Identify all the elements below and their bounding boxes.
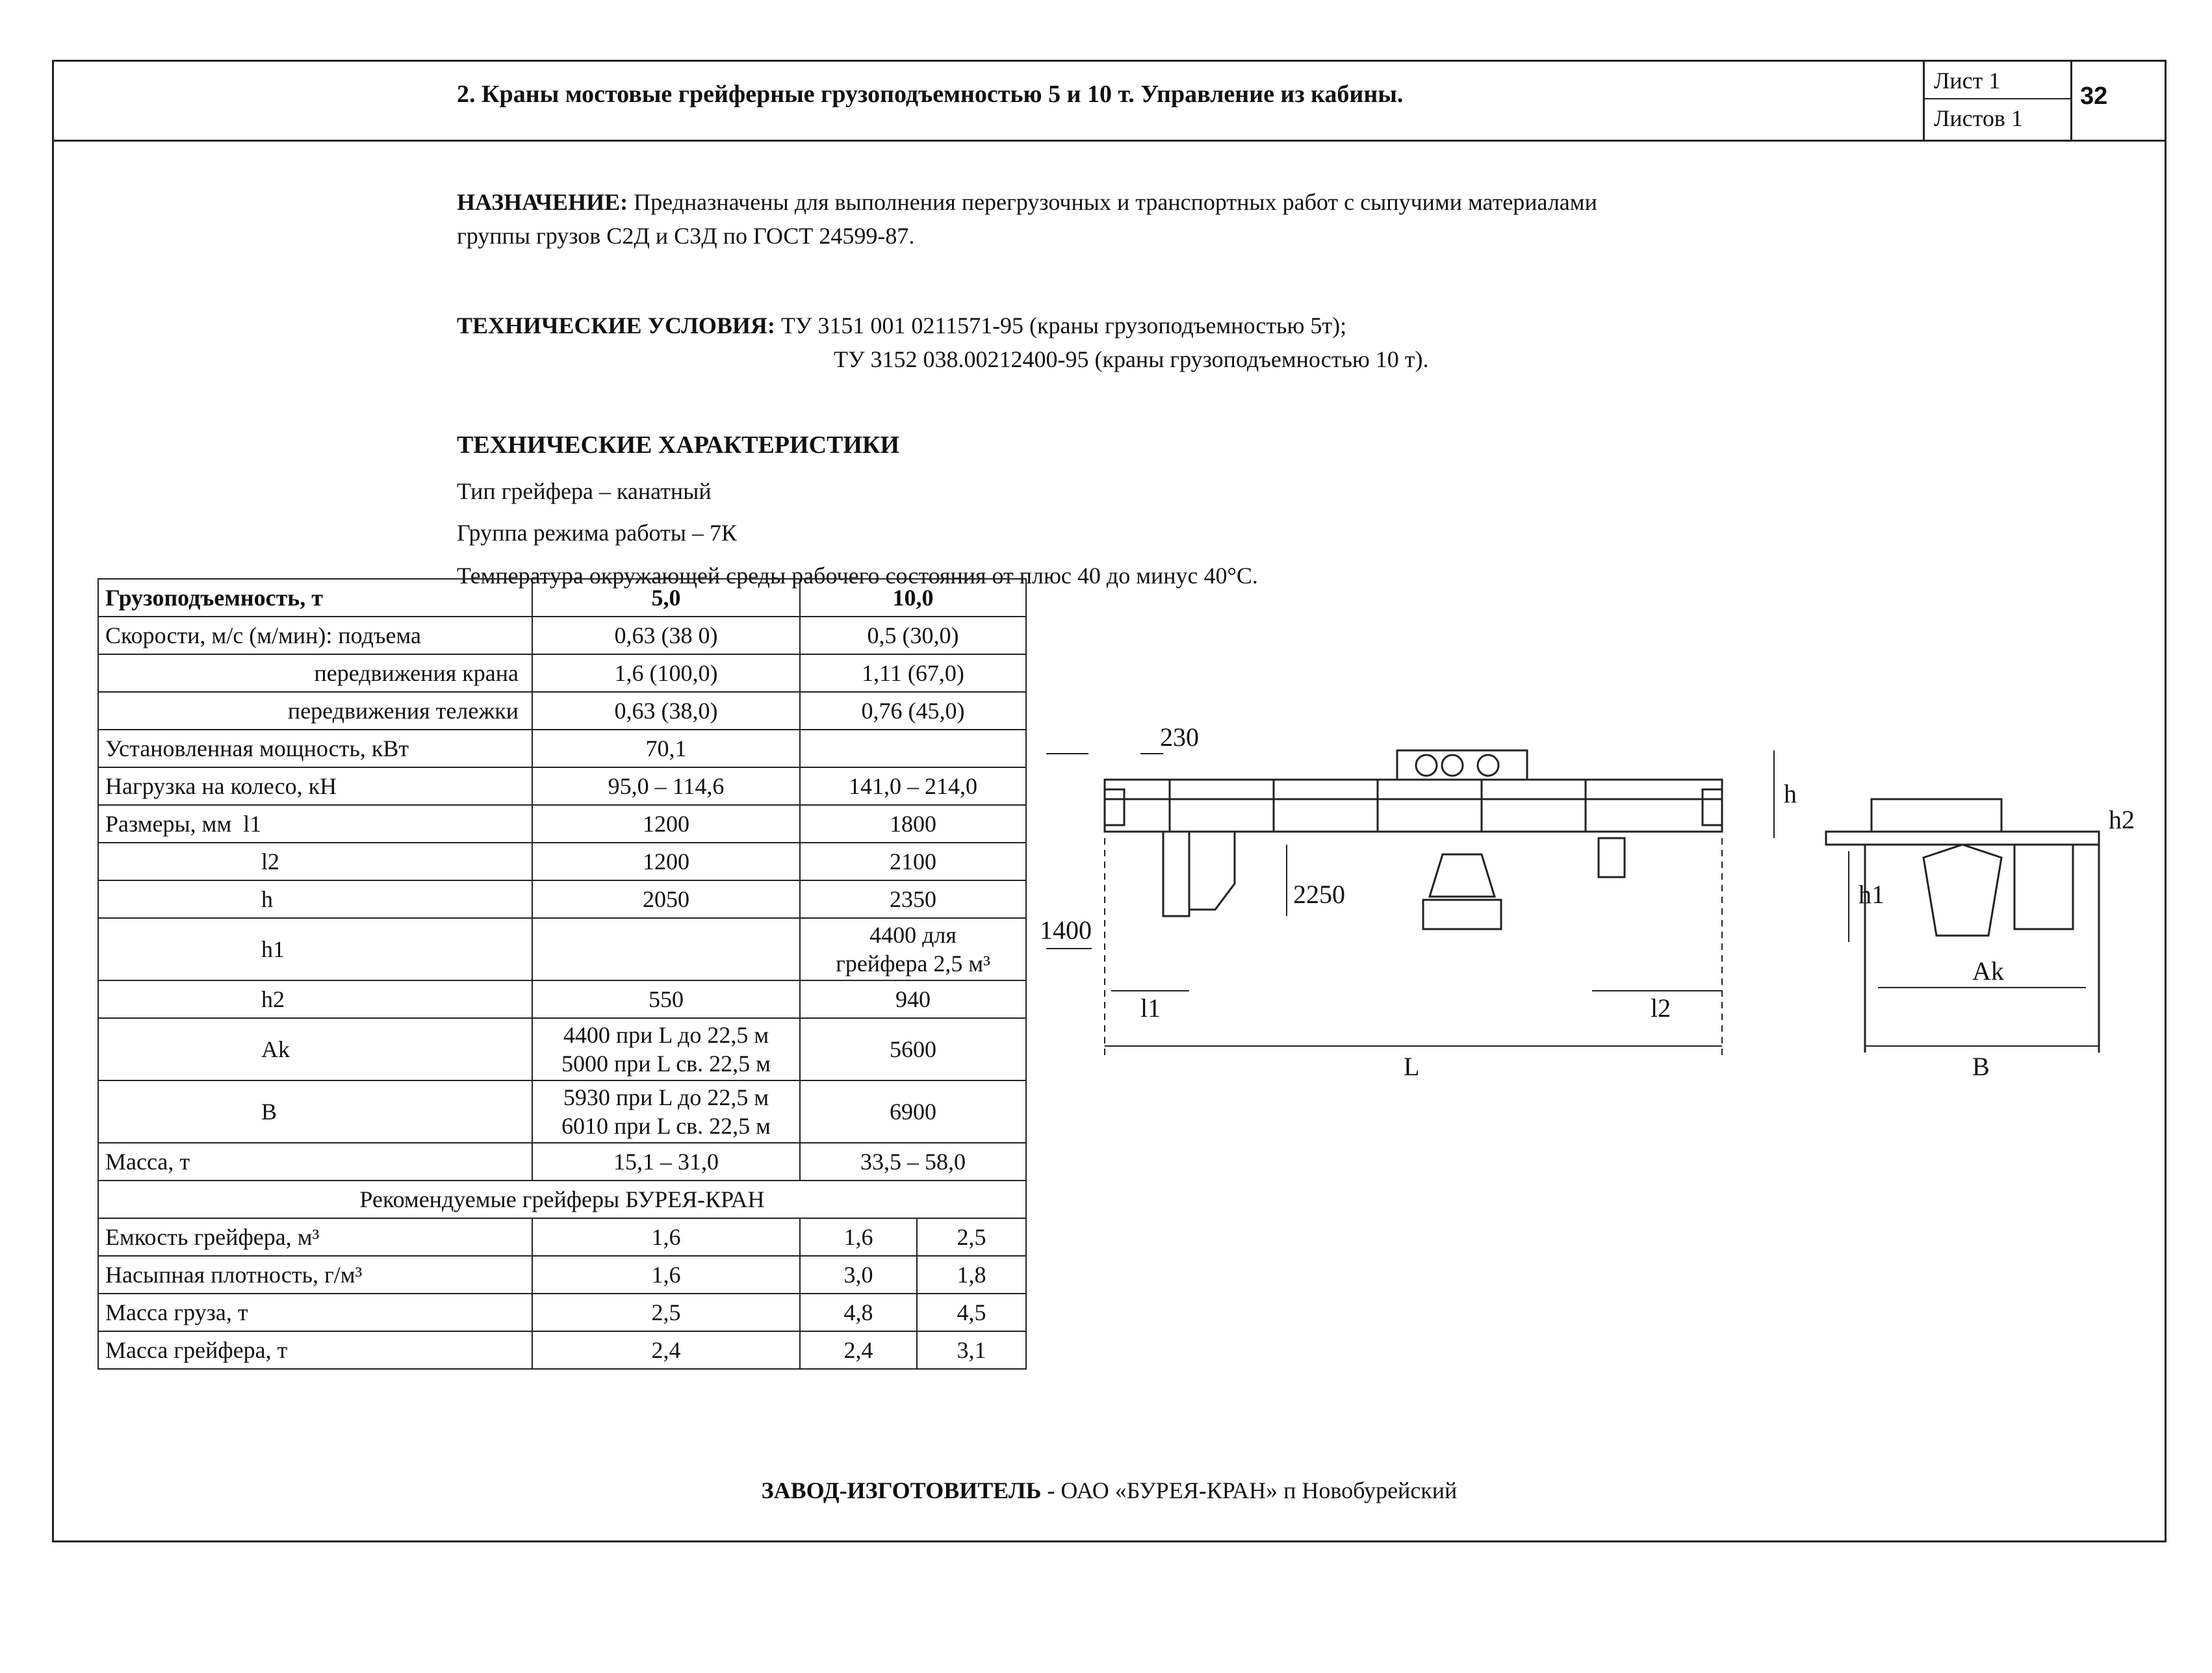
table-cell: 2050	[532, 880, 800, 918]
table-row	[98, 1080, 1026, 1143]
row-label: Масса, т	[98, 1143, 532, 1181]
cell-line: 6010 при L св. 22,5 м	[561, 1113, 771, 1139]
table-row	[98, 730, 1026, 767]
table-cell: 0,76 (45,0)	[800, 692, 1026, 730]
cell-line: 4400 при L до 22,5 м	[563, 1022, 769, 1048]
table-cell: 95,0 – 114,6	[532, 767, 800, 805]
row-label	[98, 805, 532, 843]
table-cell: 1,6	[532, 1256, 800, 1294]
table-cell: 2,4	[532, 1331, 800, 1369]
trolley-wheel	[1442, 755, 1463, 776]
table-cell: 2,5	[917, 1218, 1026, 1256]
row-label: Насыпная плотность, г/м³	[98, 1256, 532, 1294]
cell-line: 4400 для	[869, 922, 957, 948]
label-230: 230	[1160, 722, 1199, 752]
recommended-grabs-caption: Рекомендуемые грейферы БУРЕЯ-КРАН	[98, 1181, 1026, 1218]
end-view-cabin	[2014, 845, 2073, 929]
trolley-wheel	[1478, 755, 1498, 776]
table-cell: 4,5	[917, 1294, 1026, 1331]
table-row	[98, 1331, 1026, 1369]
table-cell: 1,6	[532, 1218, 800, 1256]
label-1400: 1400	[1040, 915, 1092, 945]
table-cell	[532, 918, 800, 980]
end-view-trolley	[1871, 799, 2001, 832]
label-h1: h1	[1858, 880, 1884, 909]
row-label: Скорости, м/с (м/мин): подъема	[98, 617, 532, 654]
table-cell: 1200	[532, 843, 800, 880]
crane-girder	[1105, 780, 1722, 832]
table-cell: 2,5	[532, 1294, 800, 1331]
table-cell: 1200	[532, 805, 800, 843]
table-cell: 141,0 – 214,0	[800, 767, 1026, 805]
table-cell: 1,8	[917, 1256, 1026, 1294]
label-h: h	[1784, 779, 1797, 808]
label-B: B	[1972, 1052, 1990, 1081]
table-row	[98, 692, 1026, 730]
table-row	[98, 980, 1026, 1018]
operator-cabin	[1189, 832, 1235, 910]
page-number: 32	[2080, 83, 2108, 110]
table-cell: 0,63 (38,0)	[532, 692, 800, 730]
header-cell: 5,0	[532, 579, 800, 617]
label-L: L	[1404, 1052, 1420, 1081]
cell-line: 5000 при L св. 22,5 м	[561, 1051, 771, 1077]
table-cell: 6900	[800, 1080, 1026, 1143]
table-row	[98, 1256, 1026, 1294]
label-2250: 2250	[1293, 880, 1345, 909]
table-row	[98, 617, 1026, 654]
table-cell: 940	[800, 980, 1026, 1018]
characteristics-heading: ТЕХНИЧЕСКИЕ ХАРАКТЕРИСТИКИ	[457, 431, 900, 459]
end-carriage-left	[1105, 789, 1124, 825]
cabin-ladder	[1163, 832, 1189, 916]
table-cell: 0,5 (30,0)	[800, 617, 1026, 654]
trolley-wheel	[1416, 755, 1437, 776]
sheet-label: Лист 1	[1925, 62, 2070, 99]
row-label: h1	[98, 918, 532, 980]
table-cell: 3,1	[917, 1331, 1026, 1369]
label-h2: h2	[2109, 805, 2135, 834]
row-label: h	[98, 880, 532, 918]
dims-label: Размеры, мм	[105, 811, 232, 837]
table-cell	[532, 1018, 800, 1080]
drawing-labels	[1040, 722, 2135, 1081]
title-block	[54, 62, 2165, 142]
service-ladder	[1599, 838, 1625, 877]
tech-conditions-line-2: ТУ 3152 038.00212400-95 (краны грузоподъемностью 10 т).	[834, 346, 1429, 372]
purpose-paragraph	[457, 185, 1597, 253]
cell-line: грейфера 2,5 м³	[836, 951, 990, 977]
table-row	[98, 654, 1026, 692]
purpose-text-1: Предназначены для выполнения перегрузочных и транспортных работ с сыпучими материалами	[634, 189, 1597, 215]
table-cell: 5600	[800, 1018, 1026, 1080]
sheet-counter-box	[1923, 62, 2072, 140]
tech-conditions-label: ТЕХНИЧЕСКИЕ УСЛОВИЯ:	[457, 313, 775, 338]
table-cell	[800, 730, 1026, 767]
table-cell: 2100	[800, 843, 1026, 880]
sheets-label: Листов 1	[1934, 105, 2023, 131]
end-carriage-right	[1703, 789, 1722, 825]
table-row	[98, 880, 1026, 918]
manufacturer-footer	[54, 1477, 2165, 1504]
duty-group: Группа режима работы – 7К	[457, 520, 737, 546]
row-label: Масса груза, т	[98, 1294, 532, 1331]
header-cell: Грузоподъемность, т	[98, 579, 532, 617]
end-view-grab	[1923, 845, 2001, 936]
manufacturer-label: ЗАВОД-ИЗГОТОВИТЕЛЬ	[761, 1477, 1042, 1503]
table-row	[98, 1294, 1026, 1331]
row-label: Ak	[98, 1018, 532, 1080]
l1-label: l1	[243, 811, 262, 837]
table-cell: 1,6	[800, 1218, 917, 1256]
cell-line: 5930 при L до 22,5 м	[563, 1084, 769, 1110]
document-title	[457, 80, 1403, 109]
row-label: передвижения тележки	[98, 692, 532, 730]
row-label: h2	[98, 980, 532, 1018]
table-cell: 1,11 (67,0)	[800, 654, 1026, 692]
table-row	[98, 1018, 1026, 1080]
table-row	[98, 1143, 1026, 1181]
tech-conditions-line-1: ТУ 3151 001 0211571-95 (краны грузоподъемностью 5т);	[780, 313, 1347, 338]
crane-end-view	[1826, 799, 2099, 1053]
table-cell: 1,6 (100,0)	[532, 654, 800, 692]
row-label: B	[98, 1080, 532, 1143]
table-row	[98, 918, 1026, 980]
table-cell: 2,4	[800, 1331, 917, 1369]
title-text: Краны мостовые грейферные грузоподъемностью 5 и 10 т. Управление из кабины.	[482, 81, 1404, 108]
specs-table	[97, 578, 1027, 1370]
tech-conditions-paragraph	[457, 309, 1346, 342]
grab-bucket	[1430, 854, 1495, 897]
grab-type: Тип грейфера – канатный	[457, 478, 712, 504]
purpose-label: НАЗНАЧЕНИЕ:	[457, 189, 628, 215]
table-row	[98, 579, 1026, 617]
table-row	[98, 767, 1026, 805]
table-cell: 550	[532, 980, 800, 1018]
end-view-girder	[1826, 832, 2099, 845]
manufacturer-name: - ОАО «БУРЕЯ-КРАН» п Новобурейский	[1041, 1477, 1458, 1503]
grab-load	[1423, 900, 1501, 929]
table-cell: 33,5 – 58,0	[800, 1143, 1026, 1181]
header-cell: 10,0	[800, 579, 1026, 617]
label-l1: l1	[1140, 993, 1161, 1023]
table-cell: 0,63 (38 0)	[532, 617, 800, 654]
row-label: Нагрузка на колесо, кН	[98, 767, 532, 805]
label-l2: l2	[1651, 993, 1671, 1023]
row-label: l2	[98, 843, 532, 880]
row-label: передвижения крана	[98, 654, 532, 692]
crane-drawing	[1027, 715, 2135, 1130]
table-row	[98, 805, 1026, 843]
table-row	[98, 1181, 1026, 1218]
table-row	[98, 843, 1026, 880]
table-cell: 70,1	[532, 730, 800, 767]
crane-side-view	[1105, 750, 1722, 929]
row-label: Установленная мощность, кВт	[98, 730, 532, 767]
table-cell	[532, 1080, 800, 1143]
purpose-text-2: группы грузов С2Д и С3Д по ГОСТ 24599-87.	[457, 223, 915, 249]
row-label: Масса грейфера, т	[98, 1331, 532, 1369]
table-cell: 1800	[800, 805, 1026, 843]
table-cell	[800, 918, 1026, 980]
table-cell: 2350	[800, 880, 1026, 918]
temperature-range: Температура окружающей среды рабочего состояния от плюс 40 до минус 40°С.	[457, 563, 1258, 589]
section-number: 2.	[457, 81, 476, 108]
row-label: Емкость грейфера, м³	[98, 1218, 532, 1256]
label-Ak: Ak	[1972, 956, 2004, 986]
table-cell: 3,0	[800, 1256, 917, 1294]
table-row	[98, 1218, 1026, 1256]
table-cell: 4,8	[800, 1294, 917, 1331]
table-cell: 15,1 – 31,0	[532, 1143, 800, 1181]
